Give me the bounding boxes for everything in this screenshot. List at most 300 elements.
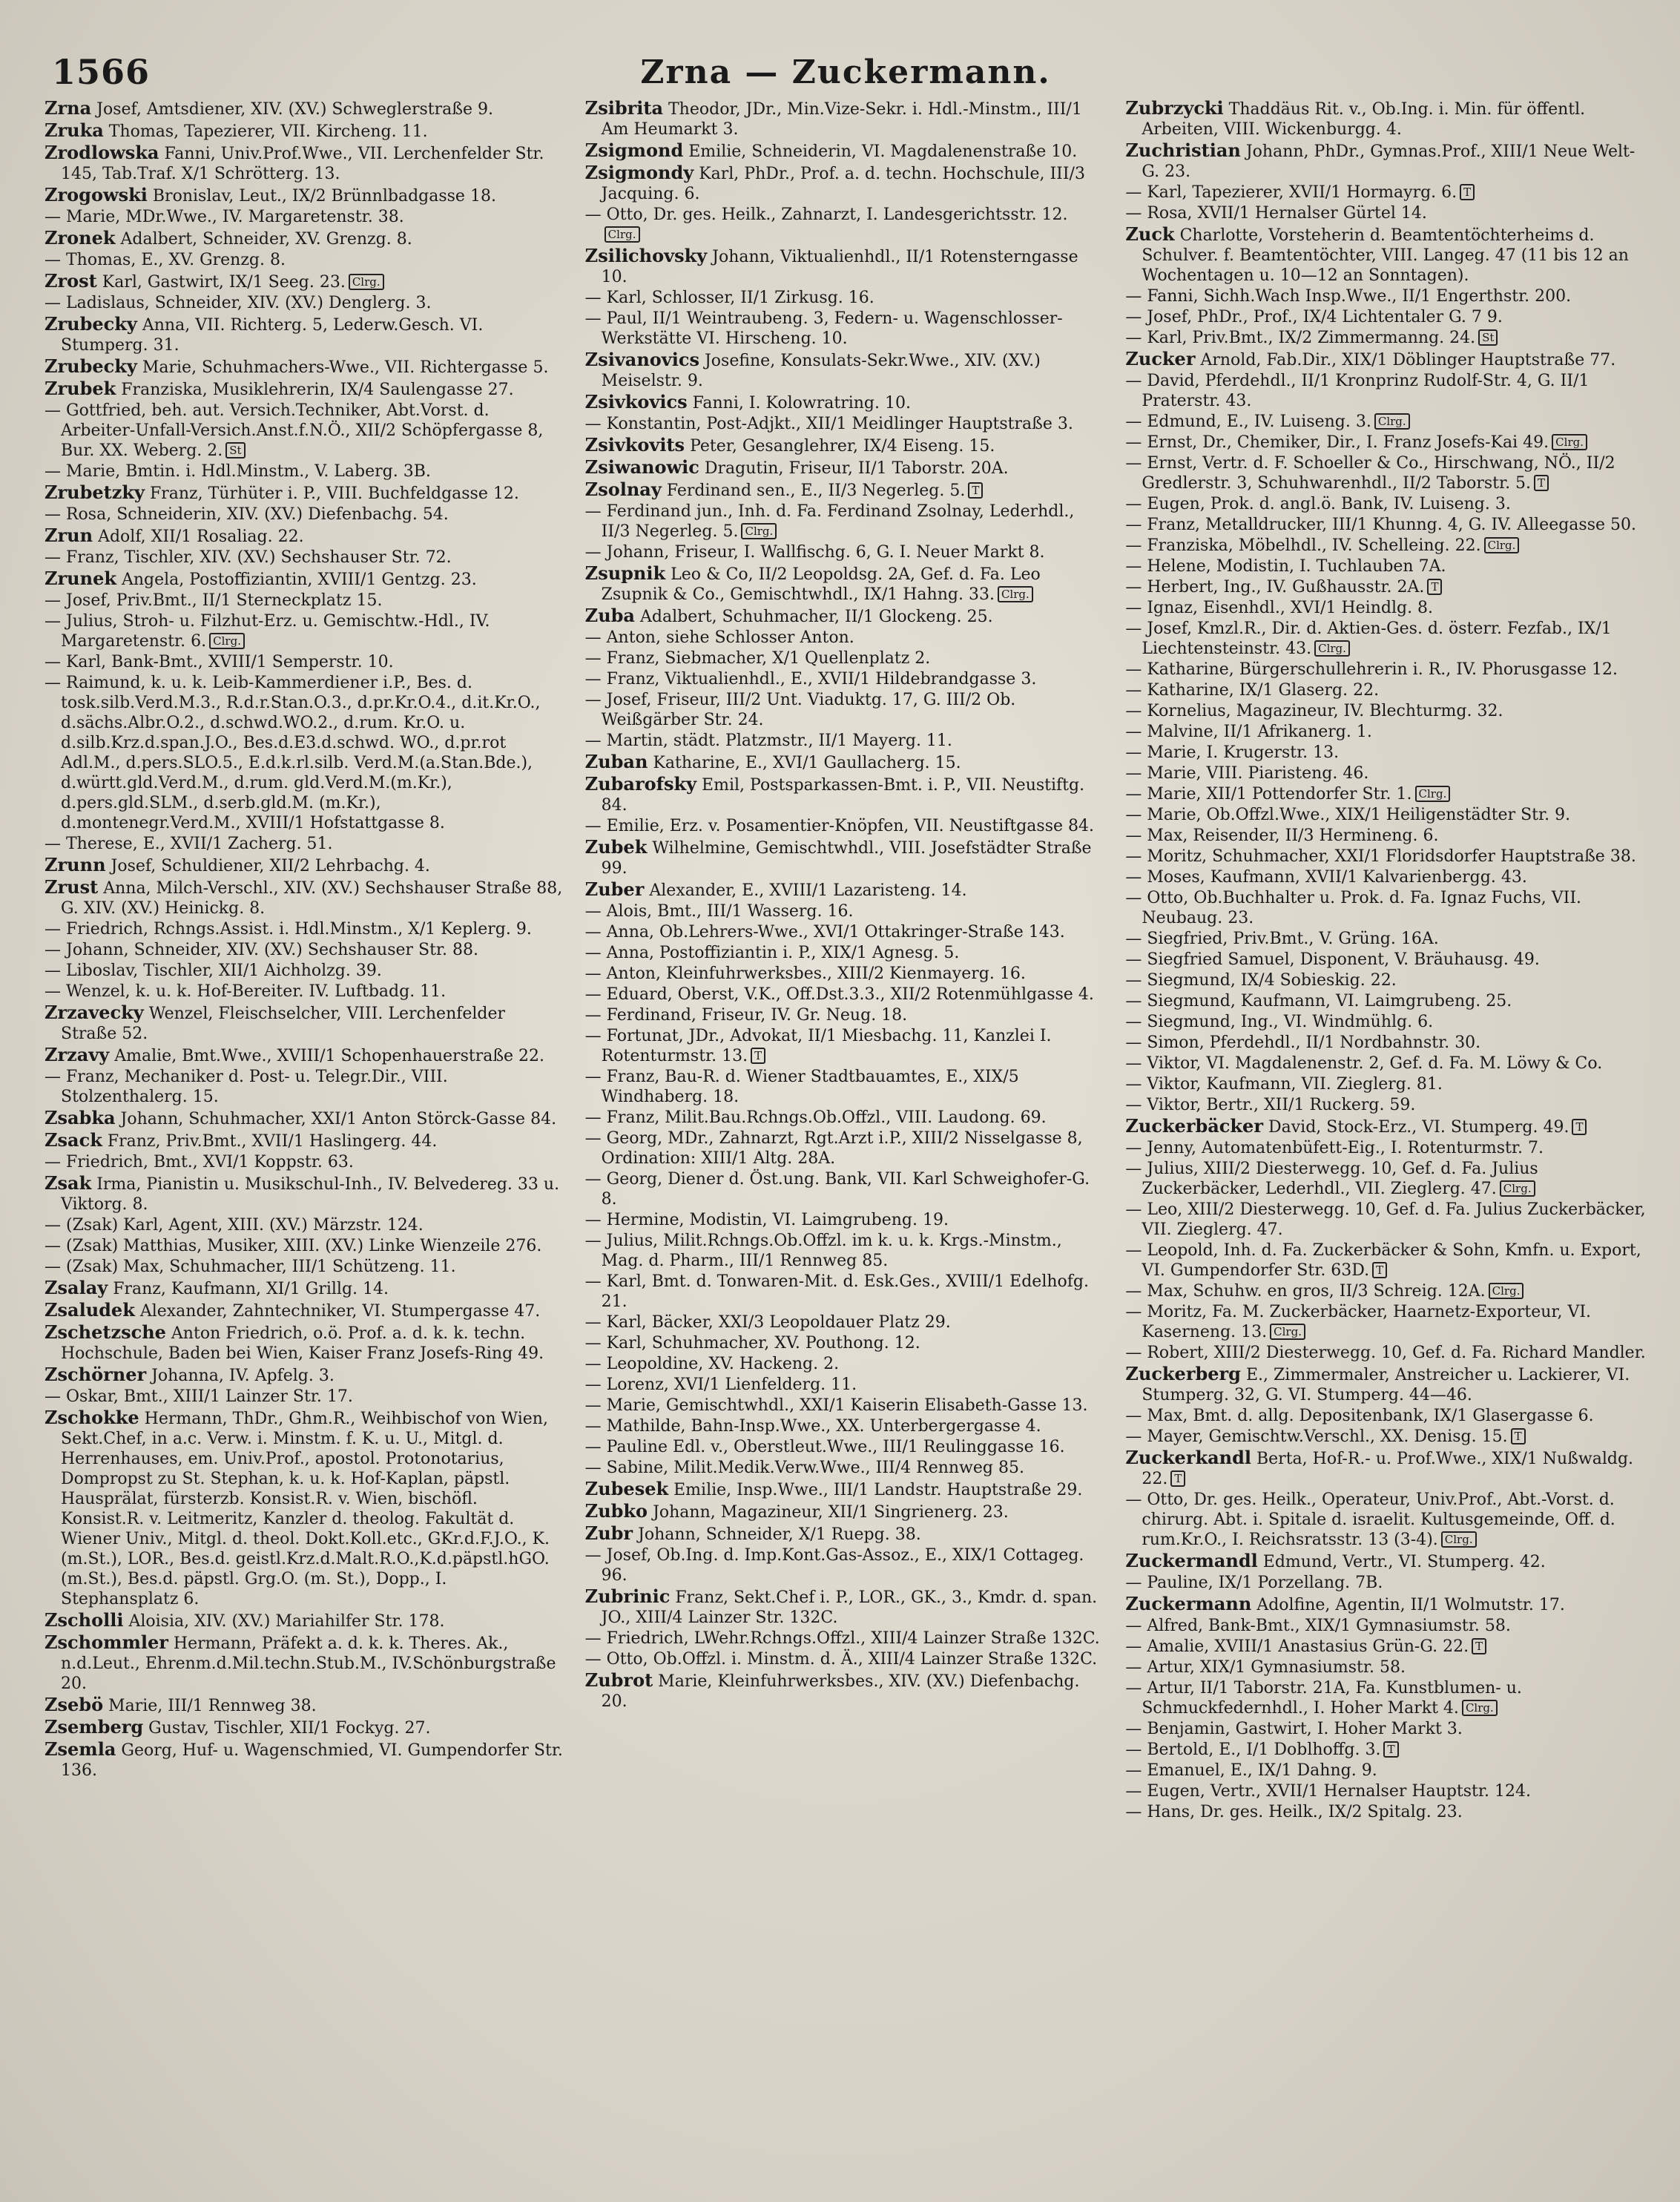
entry-text: — Anna, Postoffiziantin i. P., XIX/1 Agnesg. 5.	[584, 944, 960, 962]
directory-entry	[45, 1387, 566, 1407]
entry-surname: Zubesek	[584, 1478, 669, 1499]
entry-badge: T	[1170, 1470, 1185, 1487]
directory-entry	[45, 1002, 566, 1044]
directory-entry	[1125, 1074, 1647, 1094]
entry-text: — Marie, Bmtin. i. Hdl.Minstm., V. Laberg. 3B.	[45, 462, 431, 481]
entry-badge: T	[1534, 475, 1549, 491]
directory-entry	[45, 185, 566, 206]
entry-surname: Zuckerkandl	[1125, 1447, 1251, 1468]
entry-text: — Julius, Stroh- u. Filzhut-Erz. u. Gemischtw.-Hdl., IV. Margaretenstr. 6.	[45, 612, 490, 651]
entry-text: — Siegfried, Priv.Bmt., V. Grüng. 16A.	[1125, 930, 1439, 948]
entry-text: — Eduard, Oberst, V.K., Off.Dst.3.3., XII/2 Rotenmühlgasse 4.	[584, 985, 1094, 1004]
directory-entry	[1125, 763, 1647, 783]
directory-entry	[45, 961, 566, 981]
directory-entry	[585, 1501, 1107, 1522]
entry-text: — Pauline Edl. v., Oberstleut.Wwe., III/1 Reulinggasse 16.	[584, 1438, 1065, 1456]
directory-entry	[1125, 1719, 1647, 1739]
entry-text: Emilie, Schneiderin, VI. Magdalenenstraße 10.	[688, 142, 1078, 161]
entry-text: — Franz, Milit.Bau.Rchngs.Ob.Offzl., VIII. Laudong. 69.	[584, 1108, 1047, 1127]
entry-text: — Franz, Bau-R. d. Wiener Stadtbauamtes, E., XIX/5 Windhaberg. 18.	[584, 1068, 1019, 1106]
page-number: 1566	[52, 52, 151, 92]
entry-text: — Franziska, Möbelhdl., IV. Schelleing. 22.	[1125, 536, 1481, 555]
directory-entry	[585, 1545, 1107, 1585]
entry-surname: Zrzavy	[45, 1044, 110, 1065]
directory-entry	[585, 1005, 1107, 1025]
entry-surname: Zuckerberg	[1125, 1363, 1241, 1384]
entry-text: Franz, Türhüter i. P., VIII. Buchfeldgasse 12.	[149, 484, 519, 503]
directory-entry	[45, 919, 566, 939]
entry-text: Josef, Schuldiener, XII/2 Lehrbachg. 4.	[111, 857, 430, 875]
entry-text: — Max, Schuhw. en gros, II/3 Schreig. 12A.	[1125, 1282, 1486, 1301]
entry-text: — Otto, Dr. ges. Heilk., Zahnarzt, I. Landesgerichtsstr. 12.	[584, 206, 1068, 224]
entry-badge: St	[1478, 329, 1498, 346]
directory-entry	[585, 288, 1107, 308]
directory-entry	[1125, 867, 1647, 887]
entry-text: Marie, Kleinfuhrwerksbes., XIV. (XV.) Diefenbachg. 20.	[601, 1672, 1080, 1711]
directory-entry	[45, 940, 566, 960]
entry-text: — Viktor, Kaufmann, VII. Zieglerg. 81.	[1125, 1075, 1443, 1094]
entry-text: — (Zsak) Karl, Agent, XIII. (XV.) Märzstr. 124.	[45, 1216, 424, 1235]
directory-entry	[45, 834, 566, 854]
entry-surname: Zrogowski	[45, 184, 148, 206]
directory-entry	[1125, 660, 1647, 680]
entry-text: — Franz, Viktualienhdl., E., XVII/1 Hildebrandgasse 3.	[584, 670, 1037, 688]
directory-entry	[1125, 1012, 1647, 1032]
directory-entry	[585, 502, 1107, 542]
entry-text: — Max, Bmt. d. allg. Depositenbank, IX/1 Glasergasse 6.	[1125, 1407, 1594, 1425]
directory-entry	[1125, 494, 1647, 514]
directory-entry	[45, 1407, 566, 1609]
entry-badge: Clrg.	[209, 633, 245, 649]
directory-entry	[585, 563, 1107, 605]
directory-entry	[1125, 1427, 1647, 1447]
entry-badge: Clrg.	[1415, 786, 1451, 802]
entry-text: — Malvine, II/1 Afrikanerg. 1.	[1125, 723, 1372, 741]
entry-surname: Zuchristian	[1125, 139, 1241, 161]
entry-surname: Zrunn	[45, 854, 106, 875]
column-left	[45, 98, 566, 2183]
directory-entry	[585, 309, 1107, 349]
directory-entry	[585, 205, 1107, 245]
entry-surname: Zsiwanowic	[584, 456, 699, 478]
entry-text: — Josef, Friseur, III/2 Unt. Viaduktg. 17, G. III/2 Ob. Weißgärber Str. 24.	[584, 691, 1016, 729]
directory-entry	[585, 1586, 1107, 1628]
directory-entry	[1125, 1281, 1647, 1301]
entry-text: — Rosa, XVII/1 Hernalser Gürtel 14.	[1125, 204, 1427, 223]
entry-text: — Otto, Ob.Buchhalter u. Prok. d. Fa. Ignaz Fuchs, VII. Neubaug. 23.	[1125, 889, 1582, 927]
directory-entry	[1125, 991, 1647, 1011]
directory-entry	[585, 479, 1107, 501]
directory-entry	[585, 542, 1107, 562]
directory-entry	[585, 1416, 1107, 1436]
entry-text: — Anna, Ob.Lehrers-Wwe., XVI/1 Ottakringer-Straße 143.	[584, 923, 1065, 941]
directory-entry	[45, 1322, 566, 1364]
entry-text: — Emanuel, E., IX/1 Dahng. 9.	[1125, 1761, 1377, 1780]
entry-text: Anna, VII. Richterg. 5, Lederw.Gesch. VI. Stumperg. 31.	[61, 316, 484, 355]
entry-badge: Clrg.	[605, 226, 640, 243]
entry-text: — Siegmund, Kaufmann, VI. Laimgrubeng. 25.	[1125, 992, 1512, 1010]
entry-text: — Fortunat, JDr., Advokat, II/1 Miesbachg. 11, Kanzlei I. Rotenturmstr. 13.	[584, 1027, 1052, 1065]
entry-badge: Clrg.	[349, 274, 384, 290]
entry-text: Johann, Magazineur, XII/1 Singrienerg. 23.	[653, 1503, 1009, 1522]
entry-surname: Zubrinic	[584, 1585, 671, 1607]
directory-entry	[585, 140, 1107, 162]
directory-entry	[1125, 307, 1647, 327]
entry-text: Aloisia, XIV. (XV.) Mariahilfer Str. 178.	[128, 1612, 445, 1631]
entry-text: Katharine, E., XVI/1 Gaullacherg. 15.	[653, 754, 961, 772]
directory-entry	[1125, 286, 1647, 306]
entry-text: — Rosa, Schneiderin, XIV. (XV.) Diefenbachg. 54.	[45, 505, 449, 524]
entry-text: Adalbert, Schuhmacher, II/1 Glockeng. 25.	[639, 608, 993, 626]
entry-badge: Clrg.	[1270, 1324, 1305, 1340]
entry-surname: Zsalay	[45, 1277, 108, 1298]
directory-entry	[45, 356, 566, 378]
entry-text: Peter, Gesanglehrer, IX/4 Eiseng. 15.	[690, 437, 995, 456]
directory-entry	[585, 1210, 1107, 1230]
entry-text: — Paul, II/1 Weintraubeng. 3, Federn- u. Wagenschlosser-Werkstätte VI. Hirscheng. 10.	[584, 309, 1063, 348]
entry-text: — Otto, Ob.Offzl. i. Minstm. d. Ä., XIII/4 Lainzer Straße 132C.	[584, 1650, 1098, 1669]
entry-surname: Zubko	[584, 1500, 648, 1522]
directory-entry	[1125, 1740, 1647, 1760]
directory-entry	[45, 1632, 566, 1694]
entry-text: — Siegfried Samuel, Disponent, V. Bräuhausg. 49.	[1125, 950, 1540, 969]
entry-text: Hermann, Präfekt a. d. k. k. Theres. Ak., n.d.Leut., Ehrenm.d.Mil.techn.Stub.M., IV.Schönburgstraße 20.	[61, 1634, 556, 1693]
directory-entry	[585, 1354, 1107, 1374]
entry-text: Edmund, Vertr., VI. Stumperg. 42.	[1262, 1553, 1546, 1571]
directory-entry	[1125, 536, 1647, 556]
entry-text: — Alois, Bmt., III/1 Wasserg. 16.	[584, 902, 854, 921]
entry-text: — Josef, Priv.Bmt., II/1 Sterneckplatz 15.	[45, 591, 383, 610]
entry-text: — David, Pferdehdl., II/1 Kronprinz Rudolf-Str. 4, G. II/1 Praterstr. 43.	[1125, 372, 1590, 410]
directory-entry	[45, 482, 566, 504]
entry-text: Dragutin, Friseur, II/1 Taborstr. 20A.	[704, 459, 1009, 478]
directory-entry	[45, 1236, 566, 1256]
entry-badge: Clrg.	[1314, 640, 1350, 657]
entry-text: Josefine, Konsulats-Sekr.Wwe., XIV. (XV.) Meiselstr. 9.	[601, 352, 1041, 390]
entry-badge: Clrg.	[1462, 1700, 1498, 1716]
entry-surname: Zuba	[584, 605, 635, 626]
entry-text: E., Zimmermaler, Anstreicher u. Lackierer, VI. Stumperg. 32, G. VI. Stumperg. 44—46.	[1142, 1366, 1630, 1404]
entry-text: — Josef, Ob.Ing. d. Imp.Kont.Gas-Assoz., E., XIX/1 Cottageg. 96.	[584, 1546, 1084, 1585]
entry-badge: Clrg.	[1374, 413, 1410, 430]
directory-entry	[1125, 371, 1647, 411]
directory-entry	[1125, 1657, 1647, 1677]
directory-entry	[45, 877, 566, 918]
directory-entry	[45, 611, 566, 651]
entry-surname: Zsack	[45, 1129, 102, 1151]
entry-text: — Herbert, Ing., IV. Gußhausstr. 2A.	[1125, 578, 1425, 596]
directory-entry	[45, 1067, 566, 1107]
entry-text: — Konstantin, Post-Adjkt., XII/1 Meidlinger Hauptstraße 3.	[584, 415, 1073, 433]
directory-entry	[585, 1312, 1107, 1332]
entry-surname: Zsak	[45, 1172, 92, 1194]
directory-entry	[1125, 1761, 1647, 1781]
entry-surname: Zronek	[45, 227, 116, 249]
entry-badge: T	[1511, 1428, 1526, 1445]
directory-entry	[45, 142, 566, 184]
entry-surname: Zrzavecky	[45, 1002, 144, 1023]
entry-text: — Moses, Kaufmann, XVII/1 Kalvarienbergg. 43.	[1125, 868, 1527, 887]
directory-entry	[585, 1128, 1107, 1169]
entry-text: — Eugen, Prok. d. angl.ö. Bank, IV. Luiseng. 3.	[1125, 495, 1511, 513]
directory-entry	[1125, 784, 1647, 804]
entry-text: — Ernst, Vertr. d. F. Schoeller & Co., Hirschwang, NÖ., II/2 Gredlerstr. 3, Schuhwarenhdl., II/2 Taborstr. 5.	[1125, 454, 1615, 493]
entry-badge: T	[1372, 1262, 1387, 1278]
directory-entry	[585, 628, 1107, 648]
entry-badge: Clrg.	[1552, 434, 1587, 450]
entry-text: — Oskar, Bmt., XIII/1 Lainzer Str. 17.	[45, 1387, 353, 1406]
directory-entry	[1125, 722, 1647, 742]
entry-text: — Karl, Bäcker, XXI/3 Leopoldauer Platz 29.	[584, 1313, 951, 1332]
directory-entry	[1125, 1200, 1647, 1240]
entry-text: — Fanni, Sichh.Wach Insp.Wwe., II/1 Engerthstr. 200.	[1125, 287, 1572, 306]
directory-entry	[585, 1026, 1107, 1066]
entry-text: — Eugen, Vertr., XVII/1 Hernalser Hauptstr. 124.	[1125, 1782, 1531, 1801]
entry-surname: Zuckermann	[1125, 1593, 1252, 1614]
entry-text: — Anton, siehe Schlosser Anton.	[584, 628, 854, 647]
column-middle	[585, 98, 1107, 2183]
entry-text: Adolfine, Agentin, II/1 Wolmutstr. 17.	[1256, 1596, 1565, 1614]
entry-text: — Ferdinand jun., Inh. d. Fa. Ferdinand Zsolnay, Lederhdl., II/3 Negerleg. 5.	[584, 502, 1075, 541]
directory-entry	[45, 1215, 566, 1235]
running-head: Zrna — Zuckermann.	[640, 53, 1051, 91]
directory-entry	[1125, 1551, 1647, 1572]
directory-entry	[585, 1649, 1107, 1669]
entry-text: — Friedrich, LWehr.Rchngs.Offzl., XIII/4 Lainzer Straße 132C.	[584, 1629, 1100, 1648]
directory-entry	[45, 98, 566, 119]
entry-text: Gustav, Tischler, XII/1 Fockyg. 27.	[148, 1719, 431, 1738]
entry-text: — Mayer, Gemischtw.Verschl., XX. Denisg. 15.	[1125, 1427, 1508, 1446]
entry-text: — Leopoldine, XV. Hackeng. 2.	[584, 1355, 840, 1373]
entry-surname: Zrubek	[45, 378, 116, 399]
directory-entry	[585, 1396, 1107, 1416]
directory-entry	[585, 985, 1107, 1005]
directory-entry	[585, 1108, 1107, 1128]
entry-text: Fanni, I. Kolowratring. 10.	[692, 394, 911, 413]
directory-entry	[45, 1152, 566, 1172]
directory-entry	[585, 879, 1107, 901]
entry-text: Adolf, XII/1 Rosaliag. 22.	[98, 528, 304, 546]
entry-surname: Zrubecky	[45, 355, 137, 377]
entry-text: — Karl, Schlosser, II/1 Zirkusg. 16.	[584, 289, 874, 307]
directory-entry	[45, 207, 566, 227]
directory-entry	[585, 435, 1107, 456]
entry-surname: Zsigmondy	[584, 162, 694, 183]
entry-surname: Zrun	[45, 525, 93, 546]
directory-entry	[585, 1067, 1107, 1107]
directory-entry	[45, 1173, 566, 1215]
directory-entry	[1125, 888, 1647, 928]
entry-text: — Anton, Kleinfuhrwerksbes., XIII/2 Kienmayerg. 16.	[584, 964, 1026, 983]
entry-surname: Zsivkovits	[584, 434, 685, 456]
entry-surname: Zsabka	[45, 1107, 116, 1128]
entry-text: Fanni, Univ.Prof.Wwe., VII. Lerchenfelder Str. 145, Tab.Traf. X/1 Schrötterg. 13.	[61, 145, 544, 183]
directory-entry	[1125, 1343, 1647, 1363]
directory-entry	[585, 414, 1107, 434]
directory-entry	[1125, 680, 1647, 700]
directory-entry	[1125, 1364, 1647, 1405]
directory-entry	[45, 250, 566, 270]
entry-text: Theodor, JDr., Min.Vize-Sekr. i. Hdl.-Minstm., III/1 Am Heumarkt 3.	[601, 100, 1082, 139]
entry-text: — Max, Reisender, II/3 Hermineng. 6.	[1125, 826, 1439, 845]
directory-entry	[45, 314, 566, 355]
entry-text: Wilhelmine, Gemischtwhdl., VIII. Josefstädter Straße 99.	[601, 839, 1092, 878]
entry-text: Georg, Huf- u. Wagenschmied, VI. Gumpendorfer Str. 136.	[61, 1741, 563, 1780]
entry-text: Marie, III/1 Rennweg 38.	[108, 1697, 317, 1715]
entry-text: — Karl, Schuhmacher, XV. Pouthong. 12.	[584, 1334, 920, 1353]
directory-entry	[45, 1717, 566, 1738]
directory-entry	[1125, 1616, 1647, 1636]
directory-entry	[1125, 1240, 1647, 1281]
directory-entry	[1125, 701, 1647, 721]
entry-text: — Franz, Tischler, XIV. (XV.) Sechshauser Str. 72.	[45, 548, 452, 567]
entry-text: — Thomas, E., XV. Grenzg. 8.	[45, 251, 286, 269]
directory-entry	[1125, 847, 1647, 867]
entry-text: — Martin, städt. Platzmstr., II/1 Mayerg. 11.	[584, 732, 952, 750]
directory-entry	[45, 591, 566, 611]
directory-entry	[1125, 598, 1647, 618]
entry-text: — Amalie, XVIII/1 Anastasius Grün-G. 22.	[1125, 1637, 1469, 1656]
directory-entry	[45, 1257, 566, 1277]
entry-text: Irma, Pianistin u. Musikschul-Inh., IV. Belvedereg. 33 u. Viktorg. 8.	[61, 1175, 560, 1214]
entry-surname: Zsupnik	[584, 562, 666, 584]
directory-entry	[585, 1523, 1107, 1545]
entry-badge: T	[1572, 1119, 1587, 1135]
directory-entry	[585, 1458, 1107, 1478]
entry-surname: Zsigmond	[584, 139, 684, 161]
directory-entry	[1125, 1678, 1647, 1718]
entry-surname: Zucker	[1125, 348, 1196, 369]
directory-entry	[1125, 743, 1647, 763]
entry-text: — Karl, Tapezierer, XVII/1 Hormayrg. 6.	[1125, 183, 1457, 202]
entry-text: — Georg, MDr., Zahnarzt, Rgt.Arzt i.P., XIII/2 Nisselgasse 8, Ordination: XIII/1 Altg. 28A.	[584, 1129, 1083, 1168]
entry-text: — Artur, II/1 Taborstr. 21A, Fa. Kunstblumen- u. Schmuckfedernhdl., I. Hoher Markt 4.	[1125, 1679, 1522, 1718]
entry-badge: Clrg.	[1484, 537, 1520, 553]
entry-text: — Alfred, Bank-Bmt., XIX/1 Gymnasiumstr. 58.	[1125, 1617, 1511, 1635]
entry-text: Johann, Schuhmacher, XXI/1 Anton Störck-Gasse 84.	[120, 1110, 557, 1128]
entry-text: — Julius, Milit.Rchngs.Ob.Offzl. im k. u. k. Krgs.-Minstm., Mag. d. Pharm., III/1 Rennweg 85.	[584, 1232, 1062, 1270]
entry-surname: Zubek	[584, 836, 648, 858]
entry-surname: Zsivanovics	[584, 349, 699, 370]
entry-text: Hermann, ThDr., Ghm.R., Weihbischof von Wien, Sekt.Chef, in a.c. Verw. i. Minstm. f. K. u. U., Mitgl. d. Herrenhauses, em. Univ.Prof., apostol. Protonotarius, Dompropst zu St. Stephan, k. u. k. Hof-Kaplan, päpstl. Hausprälat, fürsterzb. Konsist.R. v. Wien, bischöfl. Konsist.R. v. Leitmeritz, Kanzler d. theolog. Fakultät d. Wiener Univ., Mitgl. d. theol. Dokt.Koll.etc., GKr.d.F.J.O., K.(m.St.), LOR., Bes.d. geistl.Krz.d.Malt.R.O.,K.d.päpstl.hGO.(m.St.), Bes.d. päpstl. Grg.O. (m. St.), Dopp., I. Stephansplatz 6.	[61, 1410, 550, 1608]
entry-text: — Therese, E., XVII/1 Zacherg. 51.	[45, 835, 333, 853]
directory-entry	[585, 816, 1107, 836]
directory-entry	[585, 605, 1107, 627]
directory-entry	[1125, 349, 1647, 370]
directory-entry	[1125, 1781, 1647, 1801]
directory-entry	[1125, 619, 1647, 659]
directory-entry	[45, 1695, 566, 1716]
entry-text: Karl, Gastwirt, IX/1 Seeg. 23.	[102, 273, 346, 292]
entry-surname: Zsilichovsky	[584, 245, 708, 266]
entry-text: — Moritz, Fa. M. Zuckerbäcker, Haarnetz-Exporteur, VI. Kaserneng. 13.	[1125, 1303, 1592, 1341]
entry-surname: Zrunek	[45, 568, 116, 589]
entry-badge: T	[1383, 1741, 1398, 1758]
entry-text: — Marie, VIII. Piaristeng. 46.	[1125, 764, 1369, 783]
entry-surname: Zubrzycki	[1125, 98, 1224, 119]
entry-text: Johann, PhDr., Gymnas.Prof., XIII/1 Neue Welt-G. 23.	[1142, 142, 1635, 181]
entry-text: Alexander, Zahntechniker, VI. Stumpergasse 47.	[139, 1302, 541, 1321]
entry-badge: T	[1472, 1638, 1486, 1654]
directory-entry	[45, 652, 566, 672]
directory-entry	[1125, 950, 1647, 970]
entry-text: — Katharine, Bürgerschullehrerin i. R., IV. Phorusgasse 12.	[1125, 660, 1618, 679]
entry-text: Marie, Schuhmachers-Wwe., VII. Richtergasse 5.	[142, 358, 549, 377]
entry-text: — Leo, XIII/2 Diesterwegg. 10, Gef. d. Fa. Julius Zuckerbäcker, VII. Zieglerg. 47.	[1125, 1200, 1646, 1239]
entry-text: — Marie, I. Krugerstr. 13.	[1125, 743, 1340, 762]
entry-text: — Moritz, Schuhmacher, XXI/1 Floridsdorfer Hauptstraße 38.	[1125, 847, 1636, 866]
directory-entry	[585, 964, 1107, 984]
entry-text: — Edmund, E., IV. Luiseng. 3.	[1125, 413, 1371, 431]
entry-text: — Gottfried, beh. aut. Versich.Techniker, Abt.Vorst. d. Arbeiter-Unfall-Versich.Anst.f.N.Ö., XII/2 Schöpfergasse 8, Bur. XX. Weberg. 2.	[45, 401, 544, 460]
directory-entry	[1125, 929, 1647, 949]
directory-entry	[1125, 1594, 1647, 1615]
entry-text: — Sabine, Milit.Medik.Verw.Wwe., III/4 Rennweg 85.	[584, 1459, 1024, 1477]
directory-entry	[45, 120, 566, 142]
entry-text: Ferdinand sen., E., II/3 Negerleg. 5.	[666, 482, 966, 500]
directory-entry	[1125, 203, 1647, 223]
entry-text: Franz, Kaufmann, XI/1 Grillg. 14.	[113, 1280, 389, 1298]
directory-entry	[45, 548, 566, 568]
directory-entry	[585, 1169, 1107, 1209]
entry-text: Wenzel, Fleischselcher, VIII. Lerchenfelder Straße 52.	[61, 1005, 506, 1043]
entry-text: — Georg, Diener d. Öst.ung. Bank, VII. Karl Schweighofer-G. 8.	[584, 1170, 1090, 1209]
directory-entry	[45, 505, 566, 525]
entry-text: Johanna, IV. Apfelg. 3.	[151, 1367, 335, 1385]
entry-text: — (Zsak) Max, Schuhmacher, III/1 Schützeng. 11.	[45, 1258, 456, 1276]
directory-entry	[45, 568, 566, 590]
entry-text: — Benjamin, Gastwirt, I. Hoher Markt 3.	[1125, 1720, 1463, 1738]
directory-entry	[585, 98, 1107, 139]
entry-text: — Leopold, Inh. d. Fa. Zuckerbäcker & Sohn, Kmfn. u. Export, VI. Gumpendorfer Str. 63D.	[1125, 1241, 1641, 1280]
entry-text: Leo & Co, II/2 Leopoldsg. 2A, Gef. d. Fa. Leo Zsupnik & Co., Gemischtwhdl., IX/1 Hahng. 33.	[601, 565, 1041, 604]
directory-entry	[45, 1300, 566, 1321]
entry-text: — Marie, Gemischtwhdl., XXI/1 Kaiserin Elisabeth-Gasse 13.	[584, 1396, 1088, 1415]
entry-surname: Zrost	[45, 270, 97, 292]
directory-entry	[45, 1130, 566, 1151]
entry-text: — Franz, Siebmacher, X/1 Quellenplatz 2.	[584, 649, 931, 668]
directory-entry	[585, 1333, 1107, 1353]
directory-entry	[585, 349, 1107, 391]
directory-entry	[585, 837, 1107, 878]
directory-entry	[1125, 1116, 1647, 1137]
entry-text: — Josef, PhDr., Prof., IX/4 Lichtentaler G. 7 9.	[1125, 308, 1503, 326]
entry-text: — Marie, XII/1 Pottendorfer Str. 1.	[1125, 785, 1412, 803]
directory-entry	[45, 982, 566, 1002]
entry-text: — Julius, XIII/2 Diesterwegg. 10, Gef. d. Fa. Julius Zuckerbäcker, Lederhdl., VII. Zieglerg. 47.	[1125, 1160, 1538, 1198]
entry-surname: Zsaludek	[45, 1299, 135, 1321]
entry-surname: Zubarofsky	[584, 773, 697, 795]
entry-text: — (Zsak) Matthias, Musiker, XIII. (XV.) Linke Wienzeile 276.	[45, 1237, 542, 1255]
column-right	[1125, 98, 1647, 2183]
entry-text: Amalie, Bmt.Wwe., XVIII/1 Schopenhauerstraße 22.	[114, 1047, 545, 1065]
entry-text: Adalbert, Schneider, XV. Grenzg. 8.	[120, 230, 412, 249]
entry-text: — Liboslav, Tischler, XII/1 Aichholzg. 39.	[45, 962, 382, 980]
entry-surname: Zuber	[584, 878, 645, 900]
directory-entry	[585, 690, 1107, 730]
directory-entry	[585, 1375, 1107, 1395]
entry-text: — Artur, XIX/1 Gymnasiumstr. 58.	[1125, 1658, 1406, 1677]
entry-surname: Zrust	[45, 876, 99, 898]
entry-text: — Mathilde, Bahn-Insp.Wwe., XX. Unterbergergasse 4.	[584, 1417, 1041, 1436]
directory-entry	[1125, 1054, 1647, 1074]
directory-entry	[585, 246, 1107, 287]
directory-entry	[585, 1670, 1107, 1712]
directory-entry	[1125, 412, 1647, 432]
entry-text: — Josef, Kmzl.R., Dir. d. Aktien-Ges. d. österr. Fezfab., IX/1 Liechtensteinstr. 43.	[1125, 619, 1612, 658]
entry-text: David, Stock-Erz., VI. Stumperg. 49.	[1268, 1118, 1569, 1137]
directory-entry	[1125, 453, 1647, 493]
